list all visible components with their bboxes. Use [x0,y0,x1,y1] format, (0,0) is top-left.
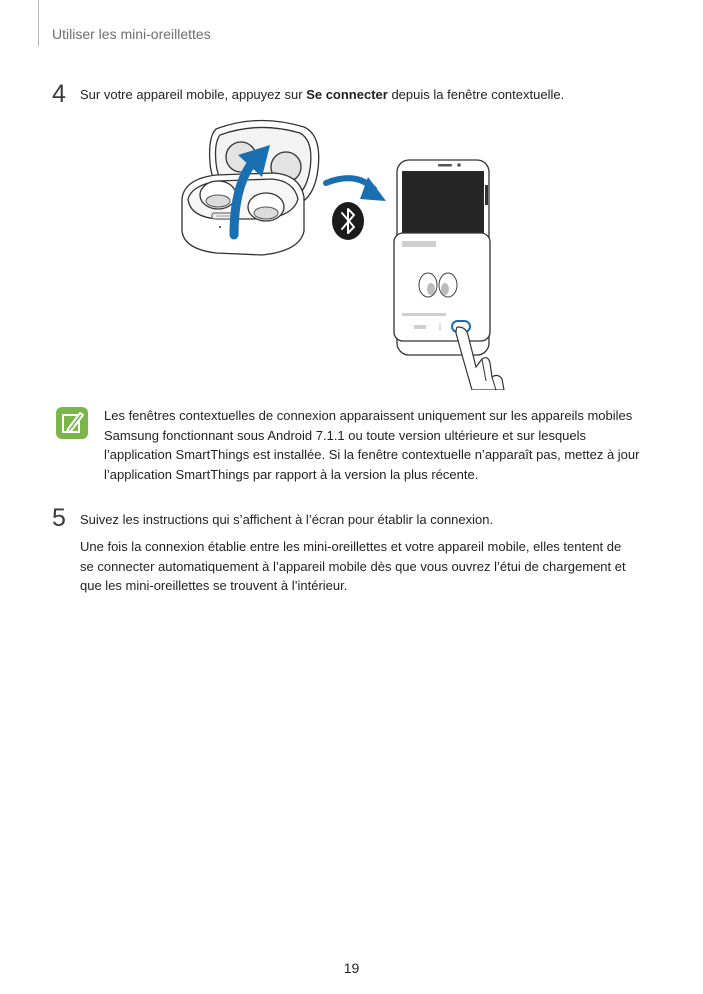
step-4-text-after: depuis la fenêtre contextuelle. [387,87,565,102]
earbuds-case-icon [182,120,319,255]
se-connecter-label: Se connecter [306,87,388,102]
step-5-detail-line: Une fois la connexion établie entre les mini-oreillettes et votre appareil mobile, elles tentent de [80,539,622,554]
step-4-number: 4 [52,80,66,108]
step-4-text [80,85,564,104]
note-line: Les fenêtres contextuelles de connexion apparaissent uniquement sur les appareils mobiles [104,408,633,423]
bluetooth-icon [332,202,364,240]
note-pencil-icon [55,406,89,440]
transfer-arrow-icon [326,177,386,201]
step-4-text-before: Sur votre appareil mobile, appuyez sur [80,87,307,102]
page-number: 19 [343,960,360,976]
header-divider [38,0,39,46]
step-5-text: Suivez les instructions qui s’affichent à l’écran pour établir la connexion. [80,512,494,527]
step-5-number: 5 [52,504,66,532]
phone-popup-icon [394,160,490,355]
section-title: Utiliser les mini-oreillettes [52,26,211,42]
step-5-detail-line: se connecter automatiquement à l’appareil mobile dès que vous ouvrez l’étui de chargement et [80,558,626,574]
step-5-detail [80,537,626,596]
note-text [104,406,639,484]
note-line: Samsung fonctionnant sous Android 7.1.1 ou toute version ultérieure et sur lesquels [104,427,587,443]
note-line: l’application SmartThings par rapport à la version la plus récente. [104,466,479,482]
step-5-detail-line: que les mini-oreillettes se trouvent à l’intérieur. [80,578,348,593]
connection-illustration [176,115,536,390]
note-line: l’application SmartThings est installée. Si la fenêtre contextuelle n’apparaît pas, mettez à jour [104,447,640,462]
